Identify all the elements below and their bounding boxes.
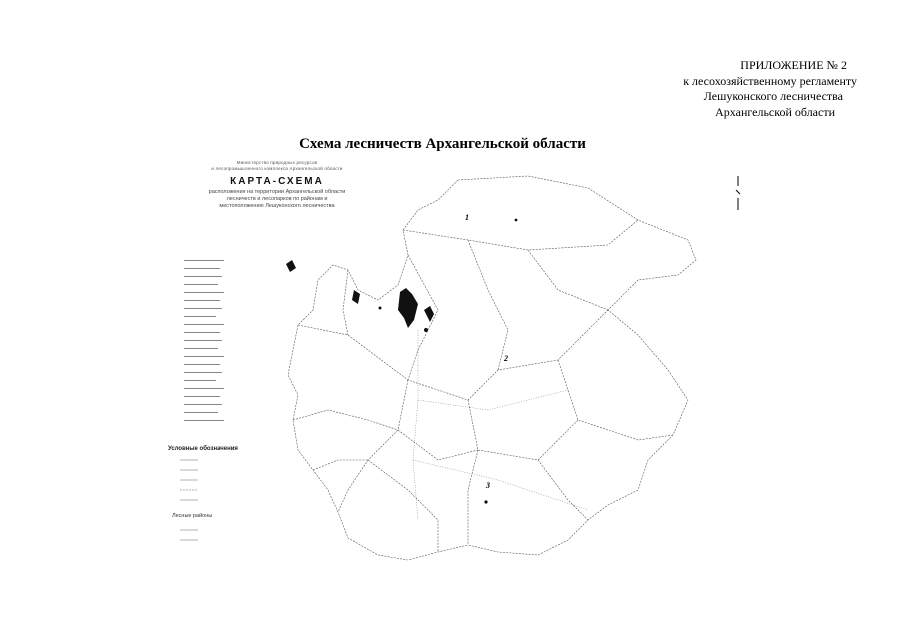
map-header-sub-2: лесничеств и лесопарков по районам и (226, 196, 328, 202)
map-header-top-2: и лесопромышленного комплекса Архангельской области (211, 166, 343, 171)
map-header (172, 160, 382, 210)
region-label-2: 2 (504, 354, 508, 363)
map-legend (168, 446, 238, 452)
legend-regions-title: Лесные районы (172, 513, 213, 519)
appendix-block (537, 58, 857, 120)
appendix-line-3: Лешуконского лесничества (703, 89, 843, 103)
legend-title: Условные обозначения (168, 446, 238, 452)
region-outline (288, 176, 696, 560)
region-map (168, 160, 728, 580)
appendix-line-1: ПРИЛОЖЕНИЕ № 2 (740, 58, 847, 72)
corner-mark (734, 176, 742, 216)
appendix-line-2: к лесохозяйственному регламенту (683, 73, 857, 88)
map-legend-regions (172, 513, 212, 519)
map-header-sub-1: расположения на территории Архангельской области (208, 189, 346, 195)
appendix-line-4: Архангельской области (715, 104, 835, 119)
map-header-top-1: Министерство природных ресурсов (236, 160, 318, 165)
page-title: Схема лесничеств Архангельской области (299, 136, 586, 152)
region-label-1: 1 (465, 213, 469, 222)
map-header-main: КАРТА-СХЕМА (230, 176, 324, 187)
map-header-sub-3: местоположению Лешуконского лесничества (219, 203, 335, 209)
region-label-3: 3 (486, 481, 490, 490)
